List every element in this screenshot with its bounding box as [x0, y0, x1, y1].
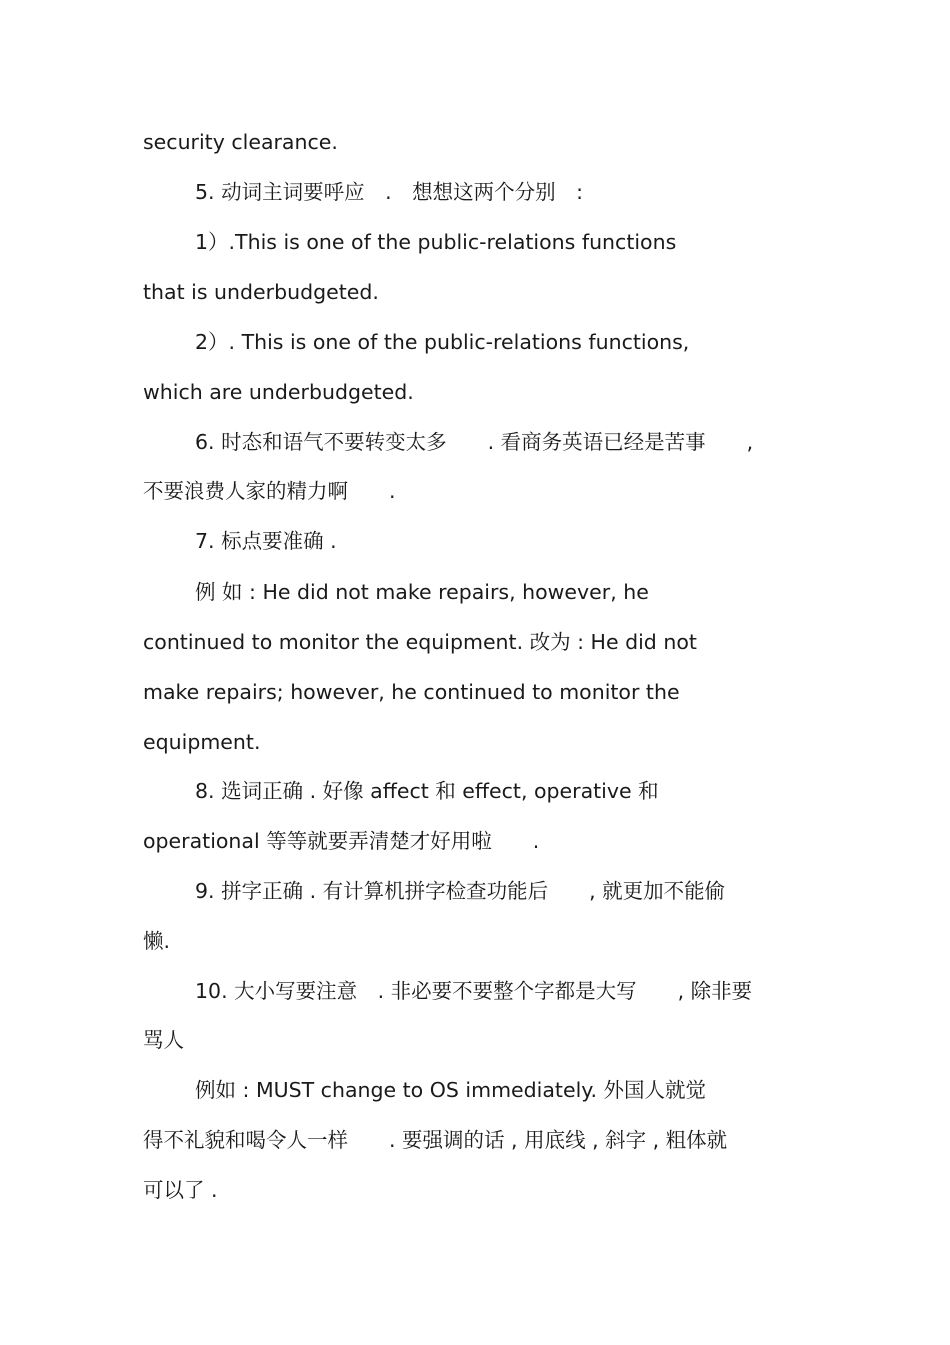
- text-line: that is underbudgeted.: [143, 280, 379, 304]
- text-line: 6. 时态和语气不要转变太多 . 看商务英语已经是苦事 ,: [195, 430, 754, 454]
- text-line: 5. 动词主词要呼应 . 想想这两个分别 :: [195, 180, 583, 204]
- text-line: 10. 大小写要注意 . 非必要不要整个字都是大写 , 除非要: [195, 979, 753, 1003]
- text-line: 得不礼貌和喝令人一样 . 要强调的话 , 用底线 , 斜字 , 粗体就: [143, 1128, 728, 1152]
- text-line: 骂人: [143, 1028, 184, 1052]
- text-line: 1）.This is one of the public-relations functions: [195, 230, 677, 254]
- text-line: 9. 拼字正确 . 有计算机拼字检查功能后 , 就更加不能偷: [195, 879, 726, 903]
- text-line: operational 等等就要弄清楚才好用啦 .: [143, 829, 540, 853]
- text-line: 例 如 : He did not make repairs, however, he: [195, 580, 649, 604]
- text-line: 例如 : MUST change to OS immediately. 外国人就觉: [195, 1078, 707, 1102]
- text-line: 可以了 .: [143, 1178, 218, 1202]
- text-line: security clearance.: [143, 130, 338, 154]
- text-line: 2）. This is one of the public-relations functions,: [195, 330, 690, 354]
- text-line: equipment.: [143, 730, 261, 754]
- text-line: 7. 标点要准确 .: [195, 529, 337, 553]
- text-line: 8. 选词正确 . 好像 affect 和 effect, operative 和: [195, 779, 659, 803]
- text-line: which are underbudgeted.: [143, 380, 414, 404]
- text-line: make repairs; however, he continued to monitor the: [143, 680, 680, 704]
- text-line: 不要浪费人家的精力啊 .: [143, 479, 396, 503]
- text-line: continued to monitor the equipment. 改为 : He did not: [143, 630, 697, 654]
- text-line: 懒.: [143, 929, 171, 953]
